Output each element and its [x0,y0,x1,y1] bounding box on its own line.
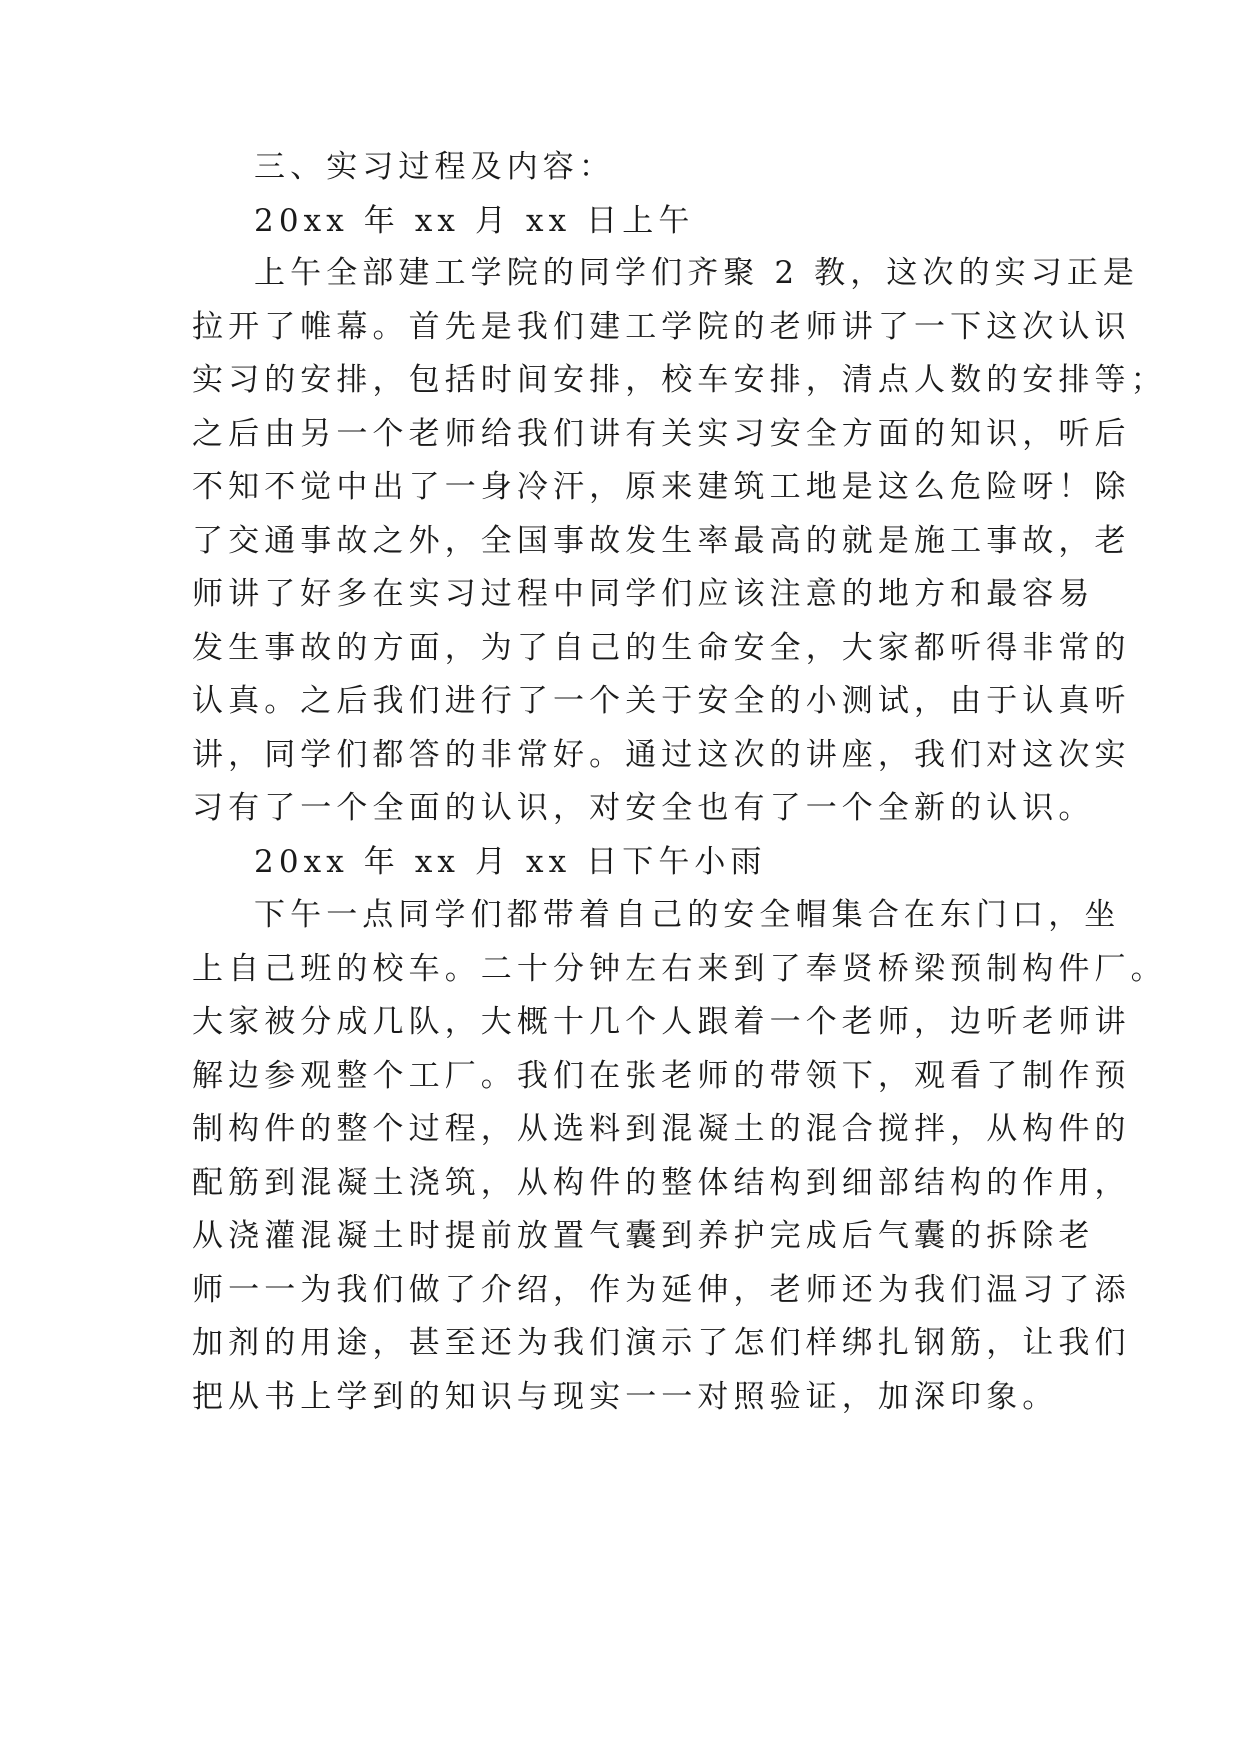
paragraph-line: 加剂的用途，甚至还为我们演示了怎们样绑扎钢筋，让我们 [192,1325,1131,1361]
date-line: 20xx 年 xx 月 xx 日下午小雨 [254,844,767,880]
paragraph-line: 习有了一个全面的认识，对安全也有了一个全新的认识。 [192,790,1095,826]
paragraph-line: 大家被分成几队，大概十几个人跟着一个老师，边听老师讲 [192,1004,1131,1040]
paragraph-line: 解边参观整个工厂。我们在张老师的带领下，观看了制作预 [192,1058,1131,1094]
paragraph-line: 之后由另一个老师给我们讲有关实习安全方面的知识，听后 [192,416,1131,452]
paragraph-line: 认真。之后我们进行了一个关于安全的小测试，由于认真听 [192,683,1131,719]
paragraph-line: 上自己班的校车。二十分钟左右来到了奉贤桥梁预制构件厂。 [192,951,1167,987]
paragraph-line: 上午全部建工学院的同学们齐聚 2 教，这次的实习正是 [254,255,1140,291]
paragraph-line: 师一一为我们做了介绍，作为延伸，老师还为我们温习了添 [192,1272,1131,1308]
paragraph-line: 制构件的整个过程，从选料到混凝土的混合搅拌，从构件的 [192,1111,1131,1147]
paragraph-line: 从浇灌混凝土时提前放置气囊到养护完成后气囊的拆除老 [192,1218,1095,1254]
paragraph-line: 拉开了帷幕。首先是我们建工学院的老师讲了一下这次认识 [192,309,1131,345]
paragraph-line: 讲，同学们都答的非常好。通过这次的讲座，我们对这次实 [192,737,1131,773]
date-line: 20xx 年 xx 月 xx 日上午 [254,203,695,239]
paragraph-line: 把从书上学到的知识与现实一一对照验证，加深印象。 [192,1379,1059,1415]
paragraph-line: 实习的安排，包括时间安排，校车安排，清点人数的安排等； [192,362,1167,398]
paragraph-line: 不知不觉中出了一身冷汗，原来建筑工地是这么危险呀！除 [192,469,1131,505]
paragraph-line: 师讲了好多在实习过程中同学们应该注意的地方和最容易 [192,576,1095,612]
paragraph-line: 配筋到混凝土浇筑，从构件的整体结构到细部结构的作用， [192,1165,1131,1201]
paragraph-line: 下午一点同学们都带着自己的安全帽集合在东门口，坐 [254,897,1121,933]
section-heading: 三、实习过程及内容： [254,149,615,185]
paragraph-line: 发生事故的方面，为了自己的生命安全，大家都听得非常的 [192,630,1131,666]
paragraph-line: 了交通事故之外，全国事故发生率最高的就是施工事故，老 [192,523,1131,559]
